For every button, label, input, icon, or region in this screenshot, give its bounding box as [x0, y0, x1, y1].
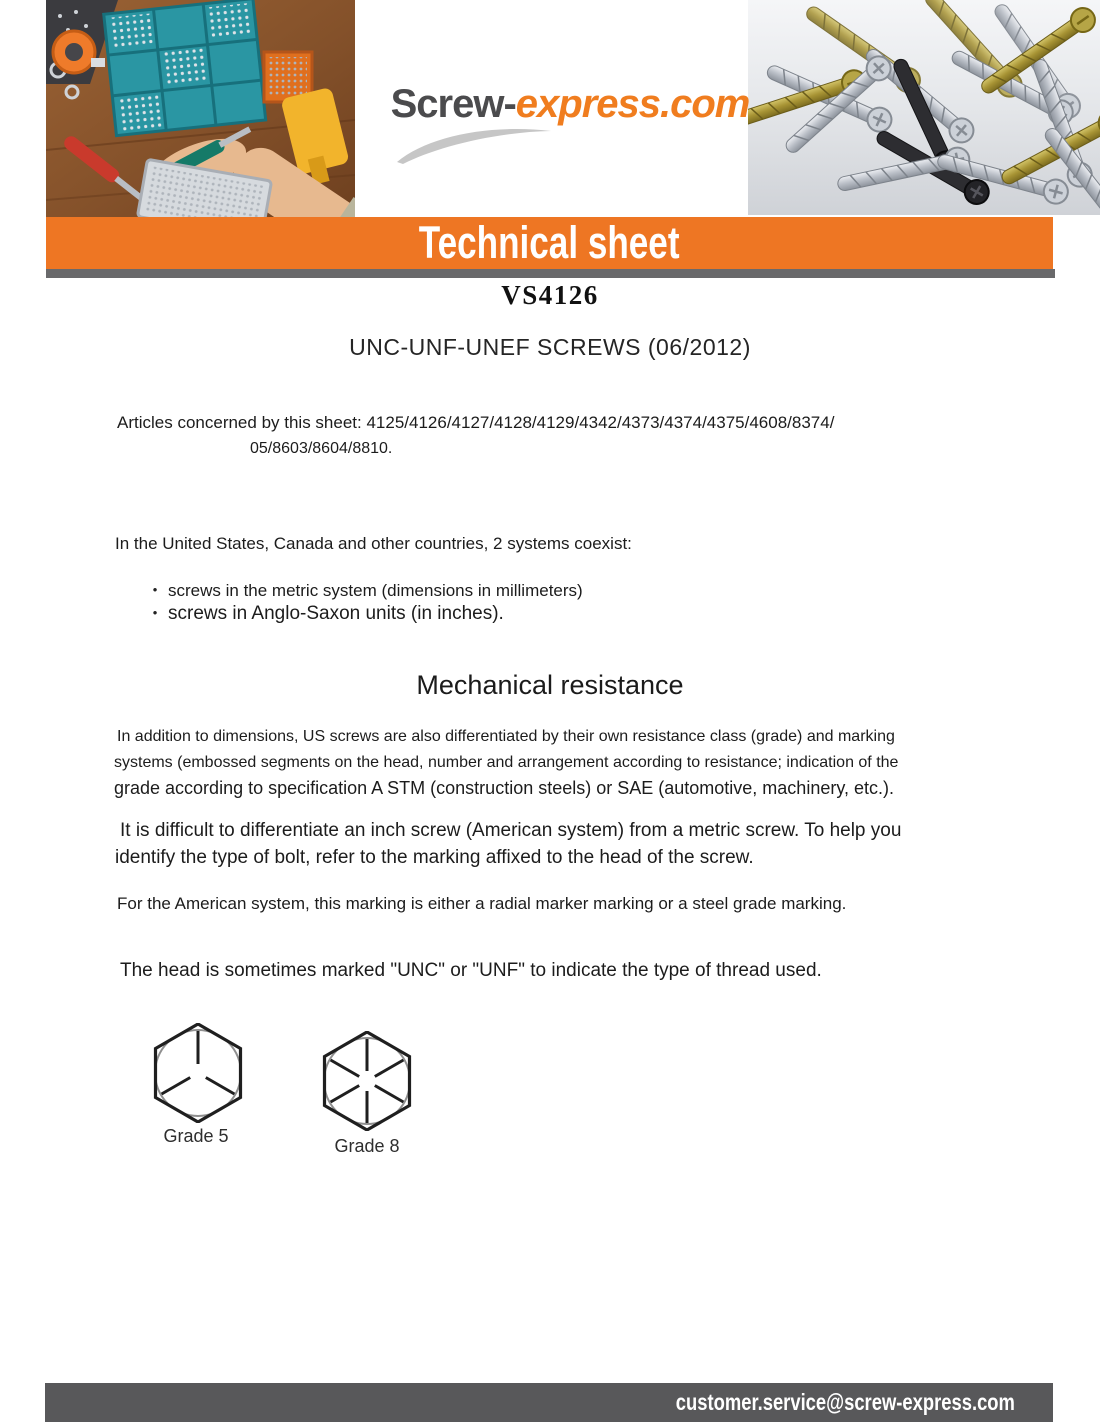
document-subtitle: UNC-UNF-UNEF SCREWS (06/2012): [349, 334, 751, 360]
technical-sheet-banner: [46, 217, 1053, 269]
grade-5-label: Grade 5: [163, 1126, 229, 1146]
brand-logo-secondary: express.com: [515, 82, 750, 126]
section-heading: Mechanical resistance: [416, 670, 684, 700]
intro-text: In the United States, Canada and other countries, 2 systems coexist:: [115, 534, 632, 553]
banner-title: Technical sheet: [419, 217, 680, 268]
bullet-icon: •: [152, 582, 158, 597]
resistance-paragraph-line-1: In addition to dimensions, US screws are also differentiated by their own resistance class (grade) and marking: [117, 728, 895, 745]
articles-line-1: Articles concerned by this sheet: 4125/4126/4127/4128/4129/4342/4373/4374/4375/4608/8374/: [117, 413, 835, 432]
bullet-icon: •: [152, 605, 158, 620]
bullet-item-metric: [142, 581, 583, 601]
bullet-item-anglo-saxon: [142, 603, 504, 625]
resistance-paragraph-line-2: systems (embossed segments on the head, number and arrangement according to resistance; indication of the: [114, 754, 899, 771]
screw-pile-photo: [748, 0, 1100, 215]
brand-logo-primary: Screw-: [390, 82, 516, 126]
articles-line-2: 05/8603/8604/8810.: [250, 440, 393, 457]
identify-paragraph-line-1: It is difficult to differentiate an inch screw (American system) from a metric screw. To help you: [120, 820, 902, 841]
marking-paragraph: For the American system, this marking is either a radial marker marking or a steel grade marking.: [117, 894, 847, 913]
identify-paragraph-line-2: identify the type of bolt, refer to the marking affixed to the head of the screw.: [115, 847, 754, 868]
head-marking-paragraph: The head is sometimes marked "UNC" or "UNF" to indicate the type of thread used.: [120, 960, 822, 981]
workbench-photo: [46, 0, 355, 218]
workbench-photo-art: [46, 0, 355, 218]
resistance-paragraph-line-3: grade according to specification A STM (construction steels) or SAE (automotive, machinery, etc.).: [114, 778, 895, 798]
footer-email: customer.service@screw-express.com: [675, 1389, 1015, 1415]
screw-pile-photo-art: [748, 0, 1100, 215]
document-code: VS4126: [501, 280, 599, 310]
brand-logo: [370, 82, 770, 127]
grade-8-marking-diagram: [321, 1031, 413, 1136]
grade-8-label: Grade 8: [334, 1136, 400, 1156]
footer-bar: [45, 1383, 1053, 1422]
logo-swoosh: [394, 124, 554, 171]
grade-5-marking-diagram: [152, 1023, 244, 1128]
header-divider: [46, 269, 1055, 278]
bullet-item-label: screws in Anglo-Saxon units (in inches).: [168, 603, 504, 624]
bullet-item-label: screws in the metric system (dimensions in millimeters): [168, 581, 583, 600]
